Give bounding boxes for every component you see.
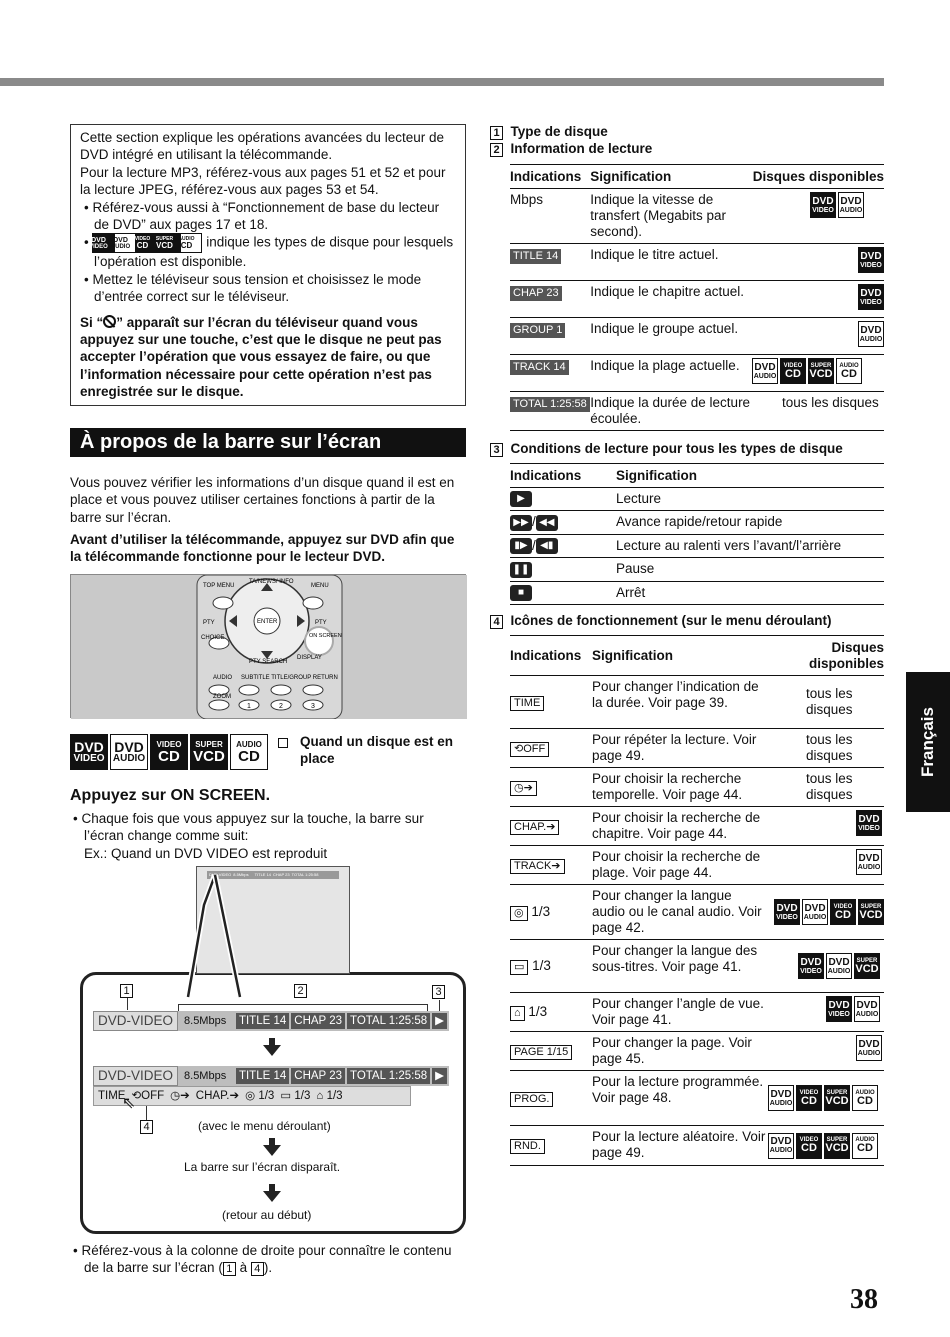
callout-1-line [127,998,128,1010]
video-cd-logo: VIDEO CD [150,734,188,770]
table-row: ⟲OFF Pour répéter la lecture. Voir page 49. tous les disques [510,729,884,768]
heading-2: 2 Information de lecture [490,140,652,158]
down-arrow-2 [263,1138,281,1156]
down-arrow-3 [263,1184,281,1202]
audio-icon: ◎ [510,906,528,921]
dvd-video-logo: DVD VIDEO [92,233,114,253]
menu-time: TIME [98,1089,126,1102]
table-row: ▮▶ / ◀▮ Lecture au ralenti vers l’avant/l’arrière [510,534,884,557]
playback-conditions-table [510,463,884,605]
remote-menu-label: MENU [311,583,329,589]
table-row: PROG. Pour la lecture programmée. Voir page 48. DVD AUDIO VIDEO CD SUPER VCD AUDIO CD [510,1071,884,1126]
menu-audio: ◎ 1/3 [245,1089,275,1102]
heading-4: 4 Icônes de fonctionnement (sur le menu déroulant) [490,612,832,630]
subtitle-icon: ▭ [510,960,528,975]
table-row: ◷➔ Pour choisir la recherche temporelle. Voir page 44. tous les disques [510,768,884,807]
table-row: TOTAL 1:25:58 Indique la durée de lecture écoulée. tous les disques [510,392,884,431]
table-row: TRACK➔ Pour choisir la recherche de plage. Voir page 44. DVD AUDIO [510,846,884,885]
menu-chapter: CHAP.➔ [195,1089,240,1102]
intro-box [70,124,466,406]
remote-pty-search-label: PTY SEARCH [249,659,288,665]
down-arrow-1 [263,1038,281,1056]
super-vcd-logo: SUPER VCD [190,734,228,770]
table-row: TITLE 14 Indique le titre actuel. DVD VIDEO [510,244,884,281]
menu-angle: ⌂ 1/3 [316,1089,343,1102]
dvd-audio-logo: DVD AUDIO [110,734,148,770]
checkbox-icon [278,738,288,748]
operation-icons-table [510,635,884,1166]
remote-pty-left-label: PTY [203,620,215,626]
table-header: Indications Signification Disques disponibles [510,165,884,189]
remote-zoom-label: ZOOM [213,694,231,700]
remote-enter-label: ENTER [257,619,278,625]
table-row: ▭ 1/3 Pour changer la langue des sous-titres. Voir page 41. DVD VIDEO DVD AUDIO SUPER VCD [510,940,884,993]
osd-menu-bar [93,1086,411,1106]
section-title: À propos de la barre sur l’écran [70,428,466,457]
table-header: Indications Signification Disques disponibles [510,636,884,676]
callout-lines [80,870,466,1010]
callout-2: 2 [294,984,307,998]
remote-audio-label: AUDIO [213,675,233,681]
with-menu-label: (avec le menu déroulant) [198,1119,331,1133]
heading-1: 1 Type de disque [490,123,608,141]
slow-reverse-icon: ◀▮ [536,538,558,554]
time-search-icon: ◷➔ [510,781,537,796]
disc-note: Quand un disque est en place [300,734,454,767]
step-bullet: • Chaque fois que vous appuyez sur la touche, la barre sur l’écran change comme suit: [73,811,424,844]
play-icon: ▶ [510,491,532,507]
table-row: CHAP.➔ Pour choisir la recherche de chapitre. Voir page 44. DVD VIDEO [510,807,884,846]
intro-bullet-2: • DVD VIDEO DVD AUDIO VIDEO CD SUPER VCD AUDIO CD indique les types de disque pour lesquels l’opération est disponible. [84,235,454,270]
pause-icon: ❚❚ [510,562,532,578]
callout-1: 1 [120,984,133,998]
stop-icon: ■ [510,585,532,601]
audio-cd-logo: AUDIO CD [180,233,202,253]
heading-3: 3 Conditions de lecture pour tous les types de disque [490,440,843,458]
body-p1: Vous pouvez vérifier les informations d’un disque quand il est en place et vous pouvez utiliser certaines fonctions à partir de la barre sur l’écran. [70,475,455,525]
osd-bar-2: DVD-VIDEO 8.5Mbps TITLE 14 CHAP 23 TOTAL 1:25:58 ▶ [93,1066,449,1086]
menu-time-search: ◷➔ [170,1089,190,1102]
remote-ta-label: TA/NEWS/ INFO [249,579,294,585]
prohibit-icon [103,315,116,328]
super-vcd-logo: SUPER VCD [158,233,180,253]
remote-top-menu-label: TOP MENU [203,583,235,589]
footer-note: • Référez-vous à la colonne de droite pour connaître le contenu de la barre sur l’écran ( 1 à 4 ). [73,1243,452,1276]
menu-repeat: ⟲OFF [131,1089,165,1102]
table-row: PAGE 1/15 Pour changer la page. Voir page 45. DVD AUDIO [510,1032,884,1071]
cursor-icon: ⇖ [122,1095,136,1112]
video-cd-logo: VIDEO CD [136,233,158,253]
step-example: Ex.: Quand un DVD VIDEO est reproduit [84,846,328,861]
remote-n3: 3 [311,703,315,710]
intro-p1: Cette section explique les opérations avancées du lecteur de DVD intégré en utilisant la télécommande. [80,130,444,163]
remote-display-label: DISPLAY [297,655,322,661]
table-row: TIME Pour changer l’indication de la durée. Voir page 39. tous les disques [510,676,884,729]
remote-pty-right-label: PTY [315,620,327,626]
intro-p2: Pour la lecture MP3, référez-vous aux pages 51 et 52 et pour la lecture JPEG, référez-vous aux pages 53 et 54. [80,164,446,198]
remote-drawing [71,575,467,719]
remote-on-screen-label: ON SCREEN [309,633,342,639]
remote-illustration [70,574,466,718]
table-row: ⌂ 1/3 Pour changer l’angle de vue. Voir page 41. DVD VIDEO DVD AUDIO [510,993,884,1032]
table-row: ◎ 1/3 Pour changer la langue audio ou le canal audio. Voir page 42. DVD VIDEO DVD AUDIO VIDEO CD SUPER VCD [510,885,884,940]
table-row: CHAP 23 Indique le chapitre actuel. DVD VIDEO [510,281,884,318]
menu-subtitle: ▭ 1/3 [280,1089,311,1102]
intro-bullet-1: • Référez-vous aussi à “Fonctionnement de base du lecteur de DVD” aux pages 17 et 18. [84,199,440,233]
intro-warning: Si “ ” apparaît sur l’écran du téléviseur quand vous appuyez sur une touche, c’est que le disque ne peut pas accepter l’opération que vous essayez de faire, ou que l’information nécessaire pour cette opération n’est pas enregistrée sur le disque. [80,314,442,400]
fast-forward-icon: ▶▶ [510,515,532,531]
callout-4: 4 [140,1120,153,1134]
slow-forward-icon: ▮▶ [510,538,532,554]
step-title: Appuyez sur ON SCREEN. [70,787,271,804]
body-p2: Avant d’utiliser la télécommande, appuyez sur DVD afin que la télécommande fonctionne pour le lecteur DVD. [70,532,455,565]
callout-4-line [146,1106,147,1120]
table-row: Mbps Indique la vitesse de transfert (Megabits par second). DVD VIDEO DVD AUDIO [510,189,884,244]
playback-info-table [510,164,884,431]
remote-n2: 2 [279,703,283,710]
table-row: ■ Arrêt [510,581,884,604]
intro-bullet-2-text: indique les types de disque pour lesquels l’opération est disponible. [94,235,454,270]
table-row: RND. Pour la lecture aléatoire. Voir page 49. DVD AUDIO VIDEO CD SUPER VCD AUDIO CD [510,1126,884,1166]
bar-disappears-label: La barre sur l’écran disparaît. [184,1160,341,1174]
callout-3: 3 [432,985,445,999]
intro-bullet-3: • Mettez le téléviseur sous tension et choisissez le mode d’entrée correct sur le téléviseur. [84,271,422,305]
table-row: ▶ Lecture [510,488,884,511]
disc-logos-row [70,734,268,770]
language-side-tab: Français [906,672,950,812]
dvd-audio-logo: DVD AUDIO [114,233,136,253]
table-row: TRACK 14 Indique la plage actuelle. DVD AUDIO VIDEO CD SUPER VCD AUDIO CD [510,355,884,392]
remote-n1: 1 [247,703,251,710]
back-to-start-label: (retour au début) [222,1208,312,1222]
audio-cd-logo: AUDIO CD [230,734,268,770]
top-rule [0,78,884,86]
rewind-icon: ◀◀ [536,515,558,531]
table-row: GROUP 1 Indique le groupe actuel. DVD AUDIO [510,318,884,355]
table-header: Indications Signification [510,464,884,488]
tv-mini-bar: DVD-VIDEO 8.5Mbps TITLE 14 CHAP 23 TOTAL 1:25:58 [207,871,339,879]
dvd-video-logo: DVD VIDEO [70,734,108,770]
remote-choice-label: CHOICE [201,635,225,641]
page-number: 38 [850,1284,878,1315]
remote-subtitle-label: SUBTITLE TITLE/GROUP RETURN [241,675,338,681]
angle-icon: ⌂ [510,1006,525,1021]
table-row: ▶▶ / ◀◀ Avance rapide/retour rapide [510,511,884,534]
table-row: ❚❚ Pause [510,558,884,581]
osd-bar-1: DVD-VIDEO 8.5Mbps TITLE 14 CHAP 23 TOTAL 1:25:58 ▶ [93,1011,449,1031]
